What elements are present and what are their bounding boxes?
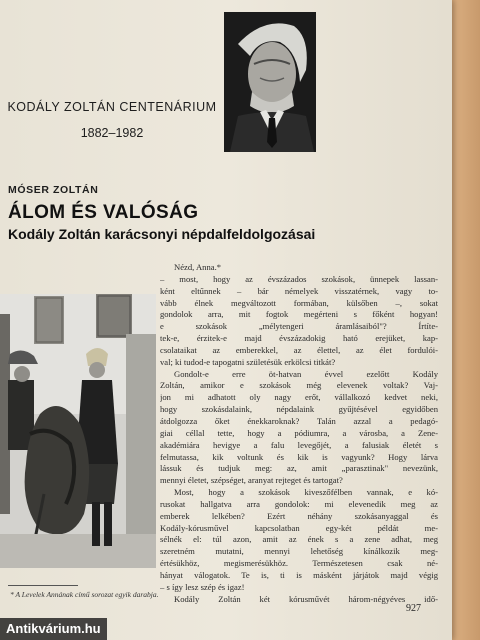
body-line: tek-e, érzitek-e majd évszázadokig ható erejüket, kap- [160, 333, 438, 344]
portrait-illustration [224, 12, 316, 152]
body-line: mennyi életet, szépséget, aranyat rejteget és tartogat? [160, 475, 343, 486]
body-line: hányat válogatok. Te is, ti is másként járjátok majd végig [160, 569, 438, 580]
body-line: – s így lesz szép és igaz! [160, 581, 245, 592]
body-line: e szokások „mélytengeri áramlásaiból"? Írtíte- [160, 321, 438, 332]
body-line: giai céllal tette, hogy a pódiumra, a városba, a Zene- [160, 427, 438, 438]
body-line: szeretném mutatni, mennyi lehetőség kínálkozik meg- [160, 546, 438, 557]
body-line: akadémiára hevigye a falu levegőjét, a falusiak életét s [160, 439, 438, 450]
centenary-heading [6, 100, 218, 140]
body-line: Nézd, Anna.* [174, 262, 222, 272]
body-line: Kodály-kórusművel kapcsolatban egy-két példát me- [160, 522, 438, 533]
article-body [160, 262, 438, 605]
body-line: lássuk és tudjuk meg: az, amit „parasztinak" nevezünk, [160, 463, 438, 474]
folk-costume-photo [0, 294, 156, 568]
body-line: Kodály Zoltán két kórusművét három-négyéves idő- [174, 593, 438, 604]
body-line: gondolok arra, mit fogtok megérteni s főként hogyan! [160, 309, 438, 320]
folk-photo-illustration [0, 294, 156, 568]
watermark-logo: Antikvárium.hu [0, 618, 107, 640]
body-line: Zoltán, amikor e szokások még elevenek voltak? Vaj- [160, 380, 438, 391]
body-line: Most, hogy a szokások kiveszőfélben vannak, e kó- [174, 487, 438, 498]
body-line: ként eltűnnek – bár némelyek visszatérnek, vagy to- [160, 285, 438, 296]
footnote: * A Levelek Annának című sorozat egyik darabja. [10, 590, 159, 599]
body-line: felmutassa, kik voltunk és kik is vagyunk? Hogy lárva [160, 451, 438, 462]
article-author: MÓSER ZOLTÁN [8, 184, 99, 196]
body-line: emberek lelkében? Ezért néhány szokásanyaggal és [160, 510, 438, 521]
footnote-divider [8, 585, 78, 586]
body-line: sélnék el: túl azon, amit az ének s a zene adhat, meg [160, 534, 438, 545]
centenary-years: 1882–1982 [80, 126, 144, 140]
portrait-photo [224, 12, 316, 152]
body-line: átdolgozza őket énekkaroknak? Talán azzal a pedagó- [160, 415, 438, 426]
page-number: 927 [406, 603, 421, 614]
body-line: csolataikat az emberekkel, az élettel, az élet fordulói- [160, 344, 438, 355]
article-subtitle: Kodály Zoltán karácsonyi népdalfeldolgozásai [8, 226, 316, 242]
body-line: hogy szokásdalaink, népdalaink gyűjtésével egyidőben [160, 404, 438, 415]
body-line: jon mi adhatott oly nagy erőt, vállalkozó kedvet neki, [160, 392, 438, 403]
body-line: Gondolt-e erre öt-hatvan évvel ezelőtt Kodály [174, 368, 438, 379]
article-title: ÁLOM ÉS VALÓSÁG [8, 202, 199, 223]
body-line: vább élnek megváltozott formában, külsőben –, sokat [160, 297, 438, 308]
body-line: rusokat hallgatva arra gondolok: mi elevenedik meg az [160, 498, 438, 509]
body-line: – most, hogy az évszázados szokások, ünnepek lassan- [160, 273, 438, 284]
body-line: val; ki tudod-e tapogatni születésük erkölcsi titkát? [160, 356, 336, 367]
centenary-title: KODÁLY ZOLTÁN CENTENÁRIUM [7, 100, 217, 114]
body-line: értésükhöz, megismerésükhöz. Természetesen csak né- [160, 558, 438, 569]
